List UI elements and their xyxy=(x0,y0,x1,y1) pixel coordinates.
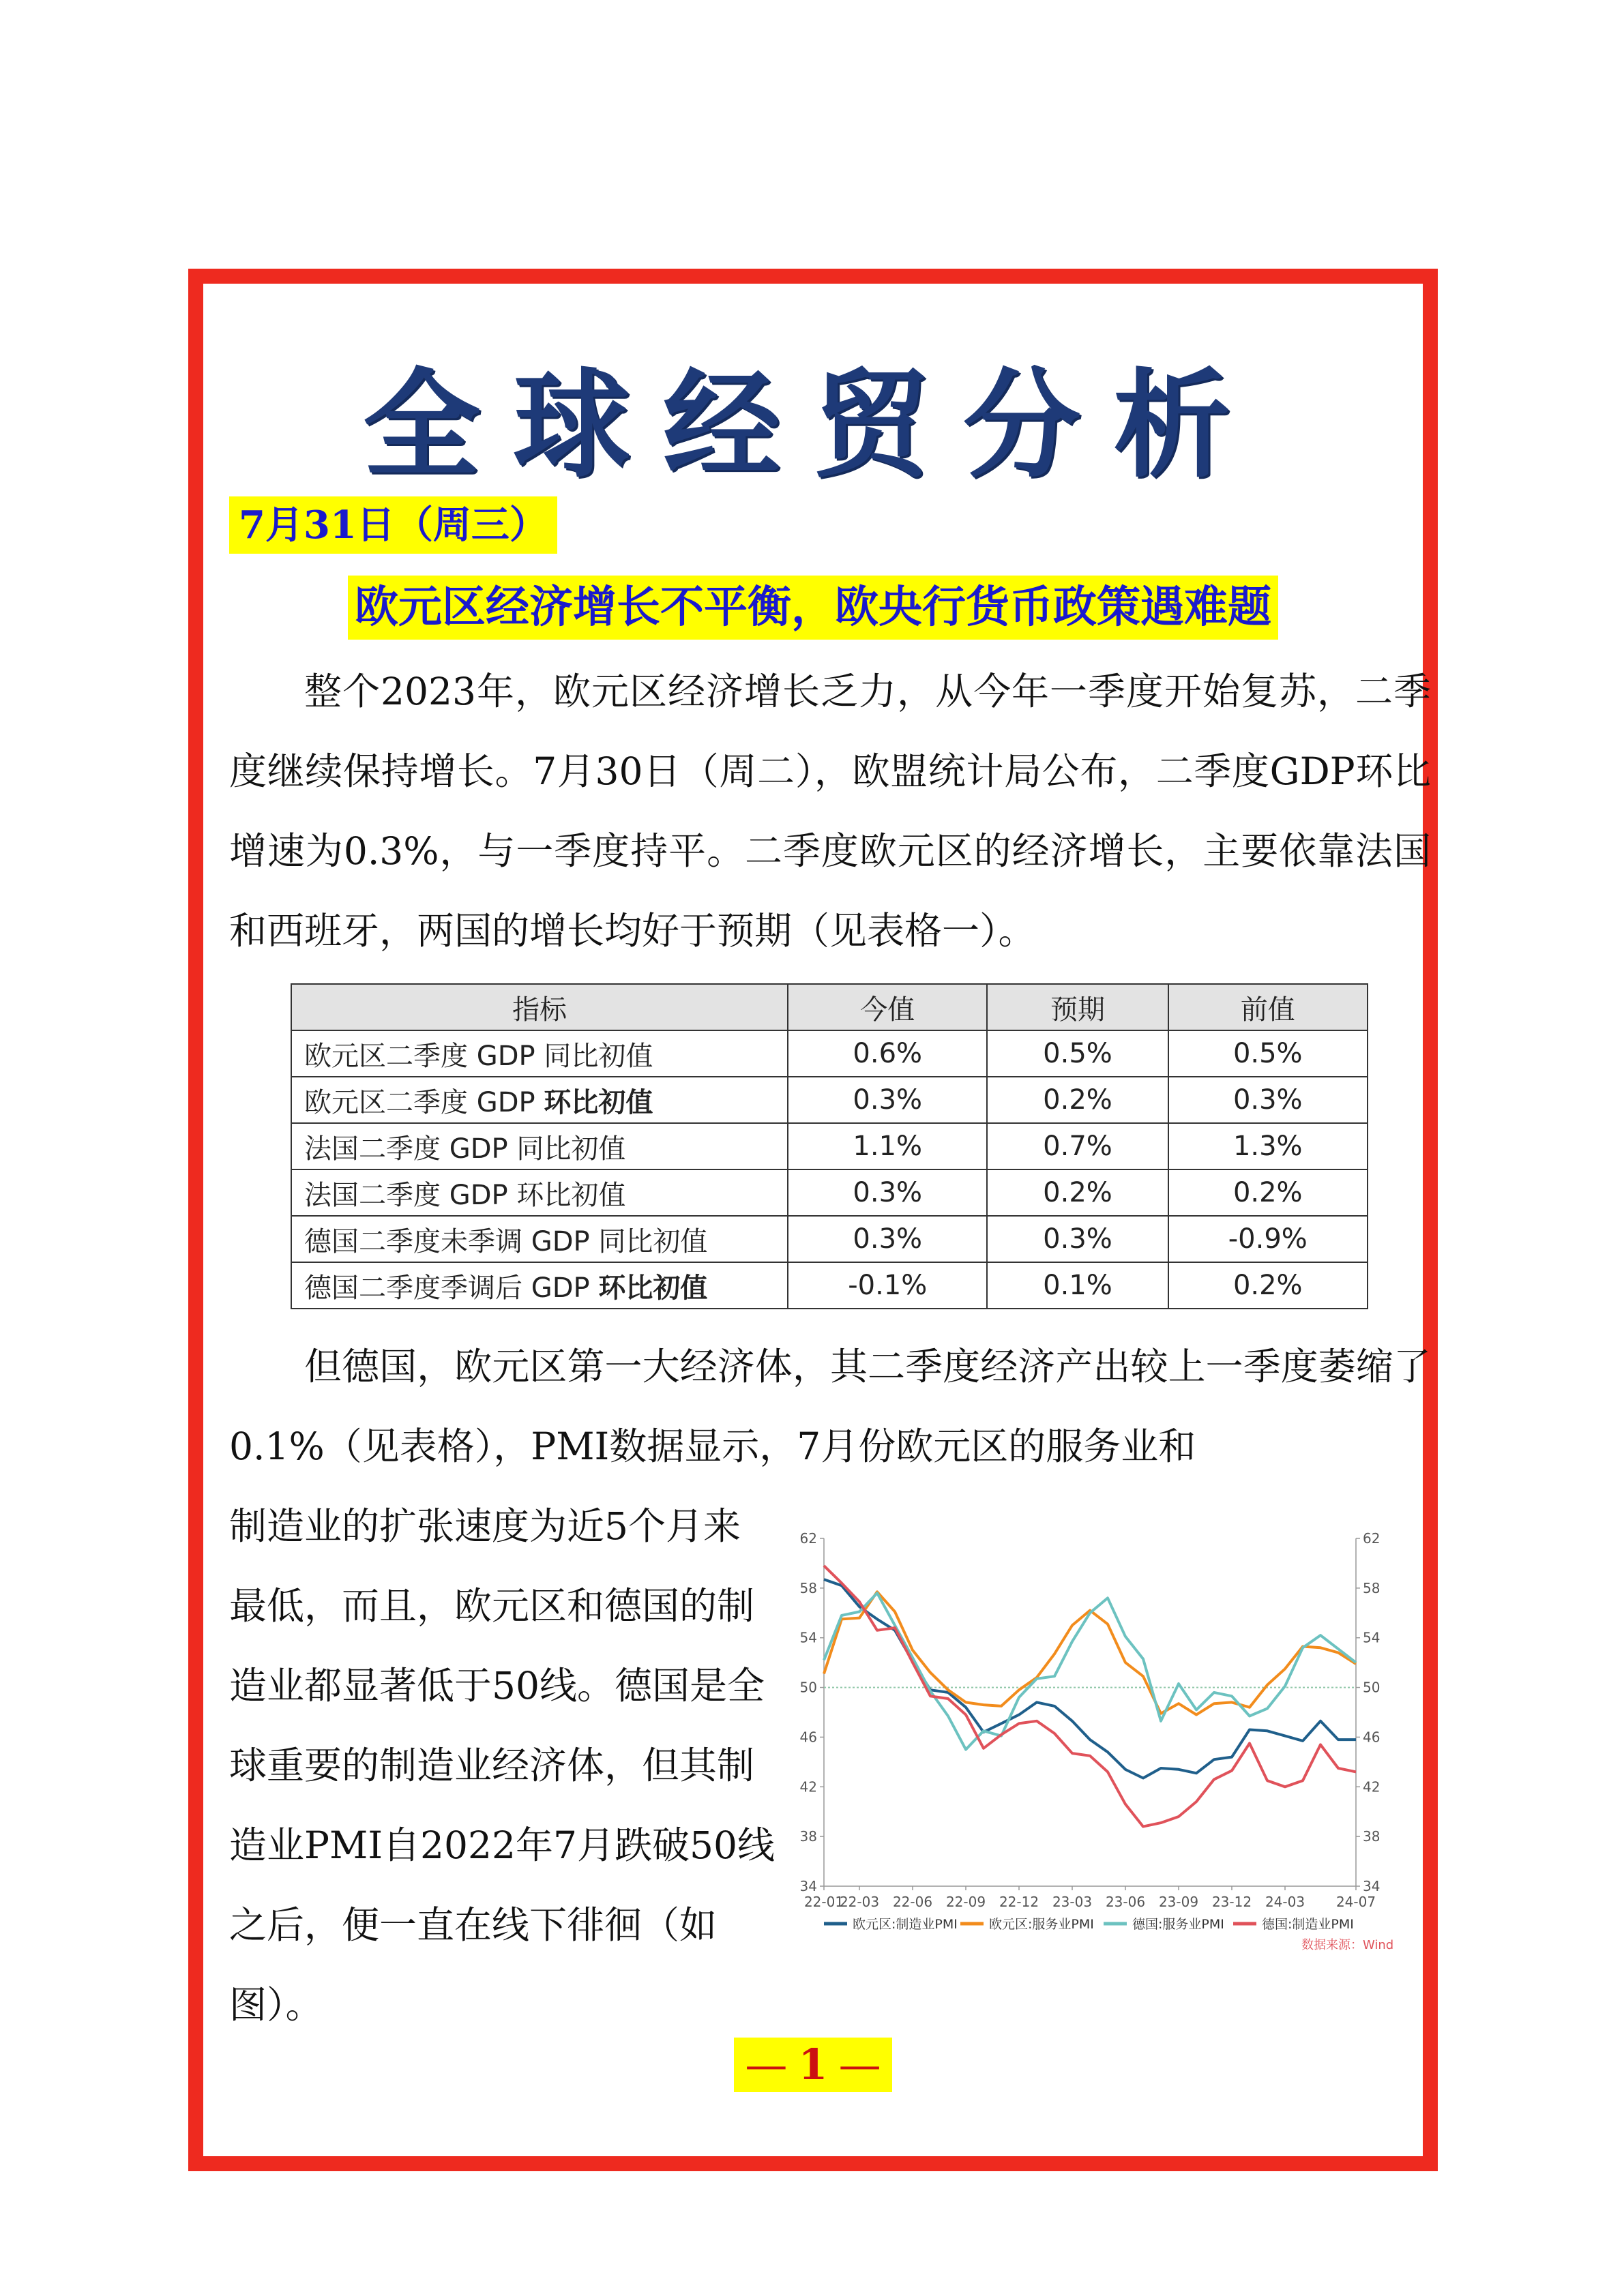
y-tick-label-left: 54 xyxy=(799,1629,817,1646)
y-tick-label-right: 50 xyxy=(1363,1679,1381,1696)
table-row xyxy=(291,1216,1368,1262)
y-tick-label-left: 58 xyxy=(799,1579,817,1596)
y-tick-label-right: 54 xyxy=(1363,1629,1381,1646)
x-tick-label: 23-12 xyxy=(1211,1894,1252,1910)
previous-cell: 0.2% xyxy=(1168,1262,1368,1309)
indicator-label: 法国二季度 GDP 环比初值 xyxy=(304,1179,626,1211)
y-tick-label-right: 38 xyxy=(1363,1828,1381,1845)
indicator-label: 德国二季度季调后 GDP xyxy=(304,1272,599,1304)
y-tick-label-right: 42 xyxy=(1363,1778,1381,1795)
x-tick-label: 22-03 xyxy=(839,1894,880,1910)
current-cell: 0.3% xyxy=(788,1169,987,1216)
y-tick-label-right: 46 xyxy=(1363,1729,1381,1746)
indicator-label: 欧元区二季度 GDP xyxy=(304,1086,544,1118)
forecast-cell: 0.1% xyxy=(987,1262,1168,1309)
indicator-label: 法国二季度 GDP 同比初值 xyxy=(304,1133,626,1165)
y-tick-label-right: 62 xyxy=(1363,1530,1381,1547)
chart-source: 数据来源：Wind xyxy=(1301,1938,1394,1952)
table-header-row xyxy=(291,984,1368,1030)
x-tick-label: 22-06 xyxy=(892,1894,933,1910)
x-tick-label: 23-09 xyxy=(1158,1894,1199,1910)
headline-text: 欧元区经济增长不平衡，欧央行货币政策遇难题 xyxy=(348,576,1278,640)
header-previous: 前值 xyxy=(1168,984,1368,1030)
current-cell: -0.1% xyxy=(788,1262,987,1309)
paragraph-intro: 整个2023年，欧元区经济增长乏力，从今年一季度开始复苏，二季度继续保持增长。7月30日（周二），欧盟统计局公布，二季度GDP环比增速为0.3%，与一季度持平。二季度欧元区的经济增长，主要依靠法国和西班牙，两国的增长均好于预期（见表格一）。 xyxy=(229,670,1431,953)
page-number-badge xyxy=(734,2038,891,2092)
paragraph-germany: 但德国，欧元区第一大经济体，其二季度经济产出较上一季度萎缩了0.1%（见表格），PMI数据显示，7月份欧元区的服务业和 xyxy=(229,1345,1431,1468)
forecast-cell: 0.3% xyxy=(987,1216,1168,1262)
headline xyxy=(203,576,1423,640)
x-tick-label: 22-09 xyxy=(945,1894,986,1910)
page-frame xyxy=(188,269,1438,2171)
x-tick-label: 23-06 xyxy=(1105,1894,1146,1910)
table-row xyxy=(291,1169,1368,1216)
forecast-cell: 0.7% xyxy=(987,1123,1168,1169)
y-tick-label-left: 46 xyxy=(799,1729,817,1746)
y-tick-label-right: 34 xyxy=(1363,1878,1381,1894)
table-row xyxy=(291,1030,1368,1077)
legend-label-de_srv: 德国:服务业PMI xyxy=(1132,1917,1224,1932)
previous-cell: 0.3% xyxy=(1168,1077,1368,1123)
current-cell: 0.3% xyxy=(788,1216,987,1262)
y-tick-label-left: 38 xyxy=(799,1828,817,1845)
indicator-label-bold: 环比初值 xyxy=(544,1086,653,1118)
masthead-title: 全球经贸分析 xyxy=(363,355,1263,494)
legend-label-de_mfg: 德国:制造业PMI xyxy=(1262,1917,1354,1932)
header-indicator: 指标 xyxy=(291,984,788,1030)
gdp-table xyxy=(291,983,1368,1309)
page-number xyxy=(203,2038,1423,2092)
footer-dash-left: — xyxy=(739,2038,793,2092)
legend-label-ez_srv: 欧元区:服务业PMI xyxy=(989,1917,1094,1932)
previous-cell: 0.5% xyxy=(1168,1030,1368,1077)
x-tick-label: 22-01 xyxy=(803,1894,844,1910)
x-tick-label: 24-03 xyxy=(1265,1894,1305,1910)
current-cell: 1.1% xyxy=(788,1123,987,1169)
forecast-cell: 0.5% xyxy=(987,1030,1168,1077)
forecast-cell: 0.2% xyxy=(987,1169,1168,1216)
previous-cell: 1.3% xyxy=(1168,1123,1368,1169)
indicator-cell xyxy=(291,1030,788,1077)
current-cell: 0.6% xyxy=(788,1030,987,1077)
previous-cell: 0.2% xyxy=(1168,1169,1368,1216)
indicator-cell xyxy=(291,1123,788,1169)
forecast-cell: 0.2% xyxy=(987,1077,1168,1123)
header-current: 今值 xyxy=(788,984,987,1030)
page-number-value: 1 xyxy=(793,2038,833,2092)
y-tick-label-left: 50 xyxy=(799,1679,817,1696)
current-cell: 0.3% xyxy=(788,1077,987,1123)
indicator-cell xyxy=(291,1216,788,1262)
date-tag: 7月31日（周三） xyxy=(229,496,557,554)
x-tick-label: 24-07 xyxy=(1335,1894,1376,1910)
indicator-label: 德国二季度未季调 GDP 同比初值 xyxy=(304,1225,708,1257)
pmi-line-chart xyxy=(783,1525,1397,1968)
indicator-cell xyxy=(291,1169,788,1216)
y-tick-label-left: 42 xyxy=(799,1778,817,1795)
table-row xyxy=(291,1262,1368,1309)
y-tick-label-right: 58 xyxy=(1363,1579,1381,1596)
indicator-cell xyxy=(291,1262,788,1309)
table-row xyxy=(291,1123,1368,1169)
footer-dash-right: — xyxy=(833,2038,887,2092)
y-tick-label-left: 62 xyxy=(799,1530,817,1547)
table-row xyxy=(291,1077,1368,1123)
indicator-cell xyxy=(291,1077,788,1123)
previous-cell: -0.9% xyxy=(1168,1216,1368,1262)
legend-label-ez_mfg: 欧元区:制造业PMI xyxy=(853,1917,958,1932)
x-tick-label: 22-12 xyxy=(999,1894,1039,1910)
indicator-label-bold: 环比初值 xyxy=(598,1272,708,1304)
indicator-label: 欧元区二季度 GDP 同比初值 xyxy=(304,1040,653,1072)
y-tick-label-left: 34 xyxy=(799,1878,817,1894)
paragraph-manufacturing: 制造业的扩张速度为近5个月来最低，而且，欧元区和德国的制造业都显著低于50线。德国是全球重要的制造业经济体，但其制造业PMI自2022年7月跌破50线之后，便一直在线下徘徊（如图）。 xyxy=(229,1504,775,2027)
header-forecast: 预期 xyxy=(987,984,1168,1030)
x-tick-label: 23-03 xyxy=(1052,1894,1093,1910)
series-line-de_srv xyxy=(824,1593,1356,1750)
